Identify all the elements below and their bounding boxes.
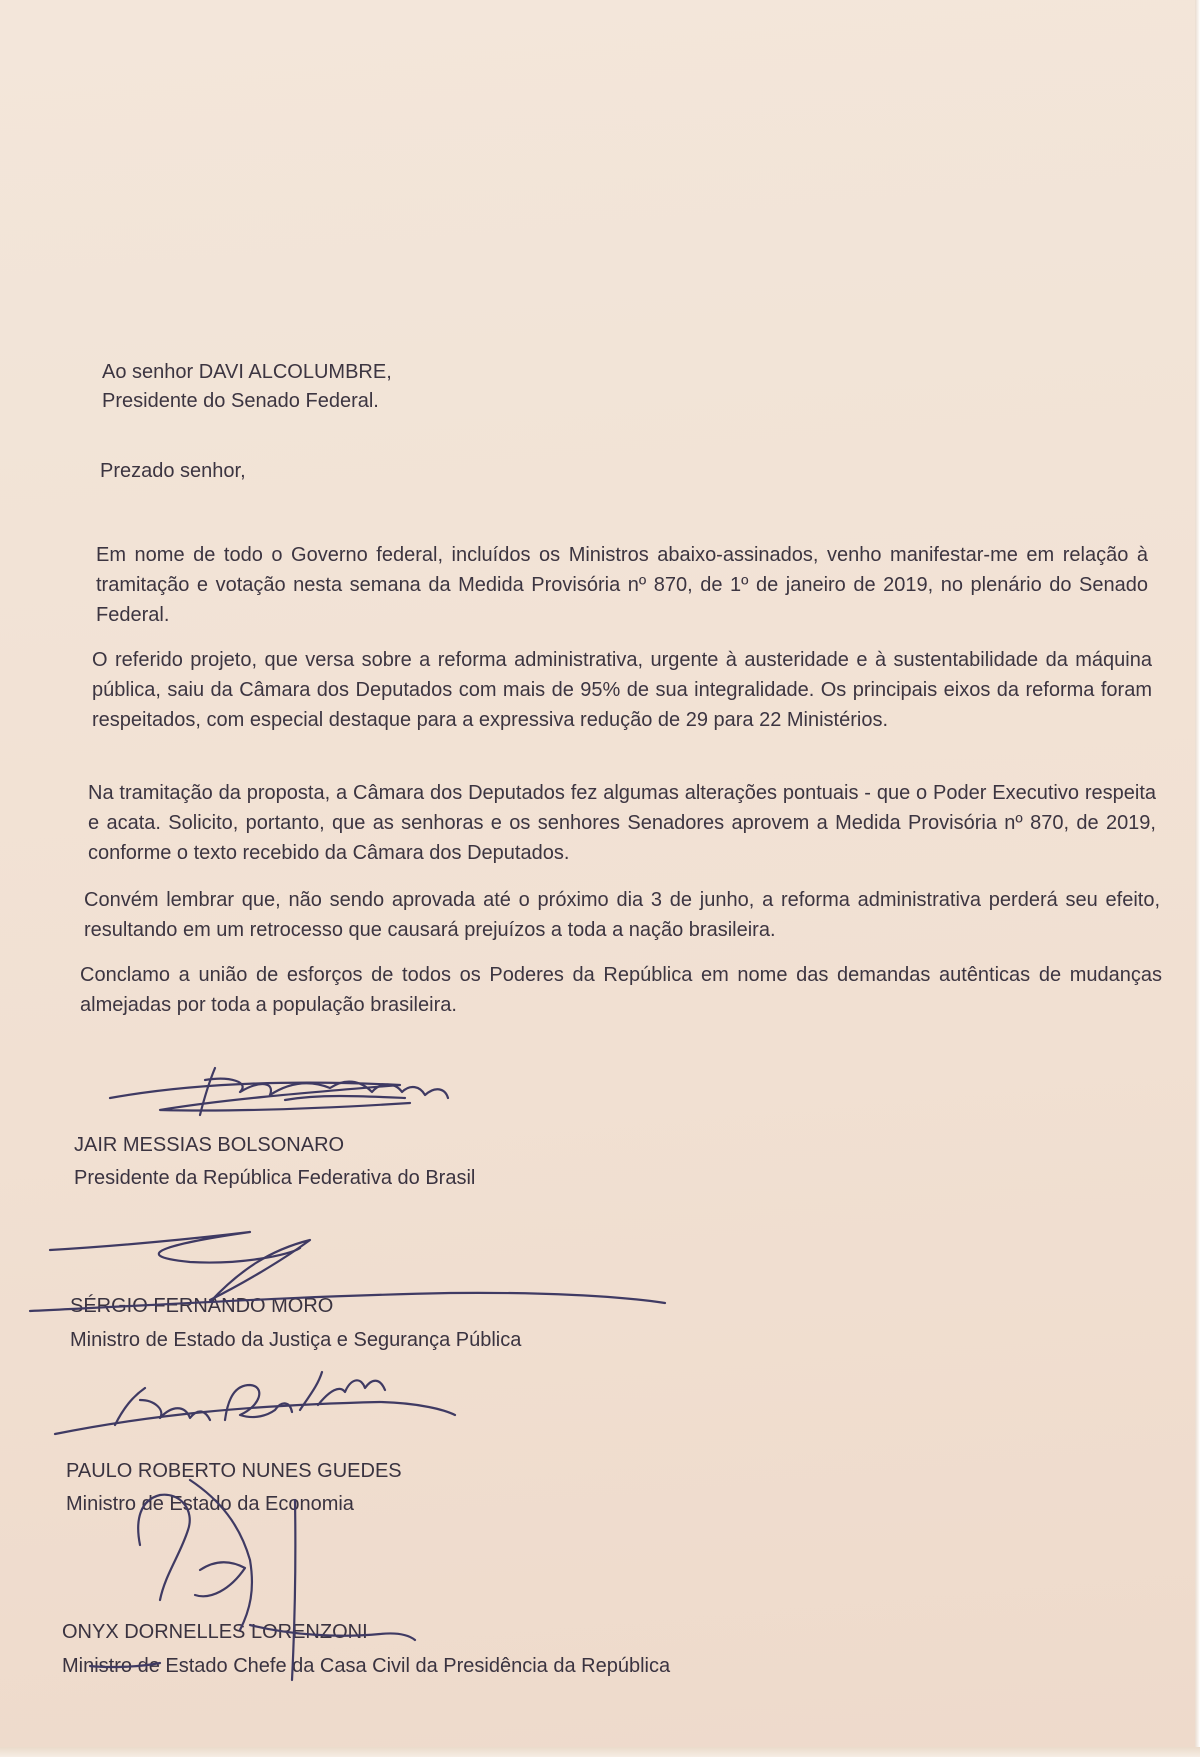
paragraph-5: Conclamo a união de esforços de todos os Poderes da República em nome das demandas autênticas de mudanças almejadas por toda a população brasileira. bbox=[80, 964, 1162, 1016]
signatory-4-name: ONYX DORNELLES LORENZONI bbox=[62, 1621, 368, 1643]
addressee-title: Presidente do Senado Federal. bbox=[102, 390, 379, 412]
signatory-1-title: Presidente da República Federativa do Brasil bbox=[74, 1167, 476, 1189]
signatory-4-title: Ministro de Estado Chefe da Casa Civil da Presidência da República bbox=[62, 1655, 671, 1677]
paper-edge-bottom bbox=[0, 1747, 1200, 1757]
signatory-3-title: Ministro de Estado da Economia bbox=[66, 1493, 354, 1515]
paper-edge-right bbox=[1195, 0, 1200, 1757]
paragraph-2: O referido projeto, que versa sobre a reforma administrativa, urgente à austeridade e à sustentabilidade da máquina pública, saiu da Câmara dos Deputados com mais de 95% de sua integralidade. Os principais eixos da reforma foram respeitados, com especial destaque para a expressiva redução de 29 para 22 Ministérios. bbox=[92, 649, 1152, 731]
signatory-2-name: SÉRGIO FERNANDO MORO bbox=[70, 1295, 334, 1317]
paragraph-1: Em nome de todo o Governo federal, incluídos os Ministros abaixo-assinados, venho manifestar-me em relação à tramitação e votação nesta semana da Medida Provisória nº 870, de 1º de janeiro de 2019, no plenário do Senado Federal. bbox=[96, 544, 1148, 626]
paragraph-4: Convém lembrar que, não sendo aprovada até o próximo dia 3 de junho, a reforma administrativa perderá seu efeito, resultando em um retrocesso que causará prejuízos a toda a nação brasileira. bbox=[84, 889, 1160, 941]
signatory-2-title: Ministro de Estado da Justiça e Segurança Pública bbox=[70, 1329, 522, 1351]
paragraph-3: Na tramitação da proposta, a Câmara dos Deputados fez algumas alterações pontuais - que o Poder Executivo respeita e acata. Solicito, portanto, que as senhoras e os senhores Senadores aprovem a Medida Provisória nº 870, de 2019, conforme o texto recebido da Câmara dos Deputados. bbox=[88, 782, 1156, 864]
salutation: Prezado senhor, bbox=[100, 460, 246, 482]
addressee-name: Ao senhor DAVI ALCOLUMBRE, bbox=[102, 361, 392, 383]
signatory-3-name: PAULO ROBERTO NUNES GUEDES bbox=[66, 1460, 402, 1482]
signatory-1-name: JAIR MESSIAS BOLSONARO bbox=[74, 1134, 345, 1156]
